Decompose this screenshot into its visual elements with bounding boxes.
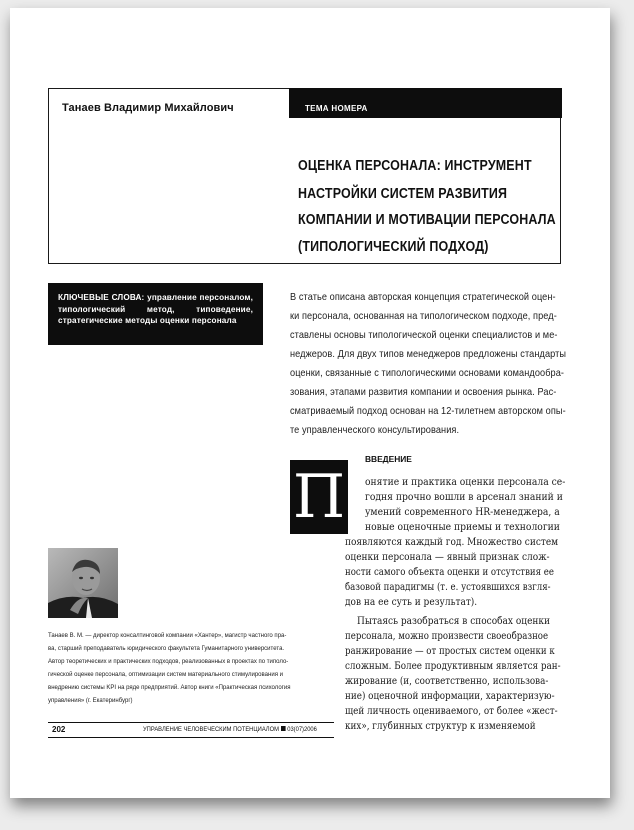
- bio-line: Танаев В. М. — директор консалтинговой компании «Хантер», магистр частного пра-: [48, 632, 287, 639]
- bio-line: внедрению системы KPI на ряде предприятий. Автор книги «Практическая психология: [48, 684, 291, 691]
- abstract-line: сматриваемый подход основан на 12-тилетнем авторском опы-: [290, 406, 566, 417]
- abstract-line: оценки, связанные с типологическими основами командообра-: [290, 368, 565, 379]
- author-photo: [48, 548, 118, 618]
- body-text-line: жирование (и, соответственно, использова-: [345, 676, 549, 687]
- footer-rule-top: [48, 722, 334, 723]
- keywords-box: КЛЮЧЕВЫЕ СЛОВА: управление персоналом, типологический метод, типоведение, стратегические методы оценки персонала: [48, 283, 263, 345]
- abstract-line: неджеров. Для двух типов менеджеров предложены стандарты: [290, 349, 567, 360]
- footer-rule-bottom: [48, 737, 334, 738]
- body-text-line: годня прочно вошли в арсенал знаний и: [365, 492, 563, 503]
- journal-footer: [143, 726, 317, 733]
- dropcap-letter: П: [292, 462, 346, 532]
- article-title-line: КОМПАНИИ И МОТИВАЦИИ ПЕРСОНАЛА: [298, 212, 556, 228]
- body-text-line: ранжирование — от простых систем оценки к: [345, 646, 555, 657]
- section-label: ТЕМА НОМЕРА: [305, 104, 368, 113]
- abstract-line: зования, этапами развития компании и освоения рынка. Рас-: [290, 387, 557, 398]
- bio-line: ва, старший преподаватель юридического факультета Гуманитарного университета.: [48, 645, 285, 652]
- bio-line: Автор теоретических и практических подходов, реализованных в проектах по типоло-: [48, 658, 289, 665]
- page-number: 202: [52, 725, 66, 734]
- body-text-line: оценки персонала — явный признак слож-: [345, 552, 550, 563]
- body-text-line: онятие и практика оценки персонала се-: [365, 477, 566, 488]
- article-title-line: ОЦЕНКА ПЕРСОНАЛА: ИНСТРУМЕНТ: [298, 158, 532, 174]
- body-text-line: щей личность оцениваемого, от более «жест-: [345, 706, 558, 717]
- issue-number: 03(07)2006: [287, 726, 317, 733]
- body-text-line: дов на ее суть и результат).: [345, 597, 478, 608]
- body-text-line: ности самого объекта оценки и отсутствия ее: [345, 567, 554, 578]
- article-title-line: НАСТРОЙКИ СИСТЕМ РАЗВИТИЯ: [298, 186, 508, 202]
- body-text-line: базовой парадигмы (т. е. устоявшихся взгля-: [345, 582, 551, 593]
- abstract-line: В статье описана авторская концепция стратегической оцен-: [290, 292, 556, 303]
- body-text-line: ких», глубинных структур к изменяемой: [345, 721, 536, 732]
- abstract-line: ставлены основы типологической оценки специалистов и ме-: [290, 330, 558, 341]
- abstract-line: те управленческого консультирования.: [290, 425, 460, 436]
- body-text-line: появляются каждый год. Множество систем: [345, 537, 559, 548]
- bio-line: управления» (г. Екатеринбург): [48, 697, 133, 704]
- article-title-line: (ТИПОЛОГИЧЕСКИЙ ПОДХОД): [298, 239, 489, 255]
- section-banner: [289, 88, 562, 118]
- body-text-line: ние) оценочной информации, характеризую-: [345, 691, 555, 702]
- bio-line: гической оценке персонала, оптимизации систем материального стимулирования и: [48, 671, 283, 678]
- body-text-line: персонала, можно произвести своеобразное: [345, 631, 549, 642]
- body-text-line: Пытаясь разобраться в способах оценки: [357, 616, 551, 627]
- journal-title: УПРАВЛЕНИЕ ЧЕЛОВЕЧЕСКИМ ПОТЕНЦИАЛОМ: [143, 726, 279, 733]
- section-heading: ВВЕДЕНИЕ: [365, 454, 412, 464]
- body-text-line: сложным. Более продуктивным является ран-: [345, 661, 561, 672]
- author-name: Танаев Владимир Михайлович: [62, 102, 234, 114]
- abstract-line: ки персонала, основанная на типологическом подходе, пред-: [290, 311, 557, 322]
- square-separator-icon: [281, 726, 286, 731]
- body-text-line: новые оценочные приемы и технологии: [365, 522, 560, 533]
- body-text-line: умений современного HR-менеджера, а: [365, 507, 560, 518]
